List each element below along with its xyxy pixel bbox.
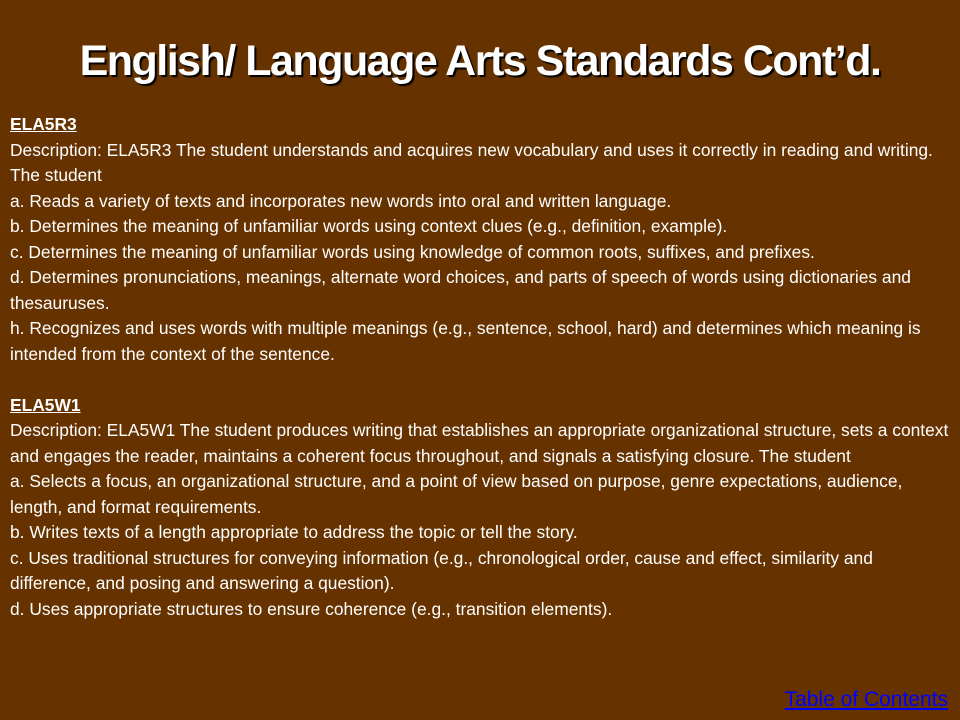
standards-content bbox=[10, 112, 958, 622]
standard-item-ela5r3-d: d. Determines pronunciations, meanings, alternate word choices, and parts of speech of words using dictionaries and thesauruses. bbox=[10, 267, 911, 313]
standard-item-ela5w1-a: a. Selects a focus, an organizational structure, and a point of view based on purpose, genre expectations, audience, length, and format requirements. bbox=[10, 471, 903, 517]
standard-item-ela5r3-b: b. Determines the meaning of unfamiliar words using context clues (e.g., definition, example). bbox=[10, 216, 728, 236]
standard-item-ela5r3-a: a. Reads a variety of texts and incorporates new words into oral and written language. bbox=[10, 190, 672, 211]
slide-title: English/ Language Arts Standards Cont’d. bbox=[79, 36, 881, 85]
standard-code-ela5r3: ELA5R3 bbox=[10, 114, 77, 134]
table-of-contents-link[interactable]: Table of Contents bbox=[784, 688, 948, 711]
standard-code-ela5w1: ELA5W1 bbox=[10, 394, 81, 415]
standard-item-ela5w1-b: b. Writes texts of a length appropriate to address the topic or tell the story. bbox=[10, 522, 578, 542]
standard-item-ela5r3-c: c. Determines the meaning of unfamiliar words using knowledge of common roots, suffixes, and prefixes. bbox=[10, 241, 815, 262]
standard-description-ela5r3: Description: ELA5R3 The student understands and acquires new vocabulary and uses it correctly in reading and writing. The student bbox=[10, 139, 933, 185]
section-spacer bbox=[10, 367, 958, 393]
standard-item-ela5w1-c: c. Uses traditional structures for conveying information (e.g., chronological order, cause and effect, similarity and difference, and posing and answering a question). bbox=[10, 547, 873, 593]
standard-item-ela5r3-h: h. Recognizes and uses words with multiple meanings (e.g., sentence, school, hard) and determines which meaning is intended from the context of the sentence. bbox=[10, 318, 921, 364]
standard-description-ela5w1: Description: ELA5W1 The student produces writing that establishes an appropriate organizational structure, sets a context and engages the reader, maintains a coherent focus throughout, and signals a satisfying closure. The student bbox=[10, 420, 949, 466]
standard-item-ela5w1-d: d. Uses appropriate structures to ensure coherence (e.g., transition elements). bbox=[10, 598, 613, 619]
